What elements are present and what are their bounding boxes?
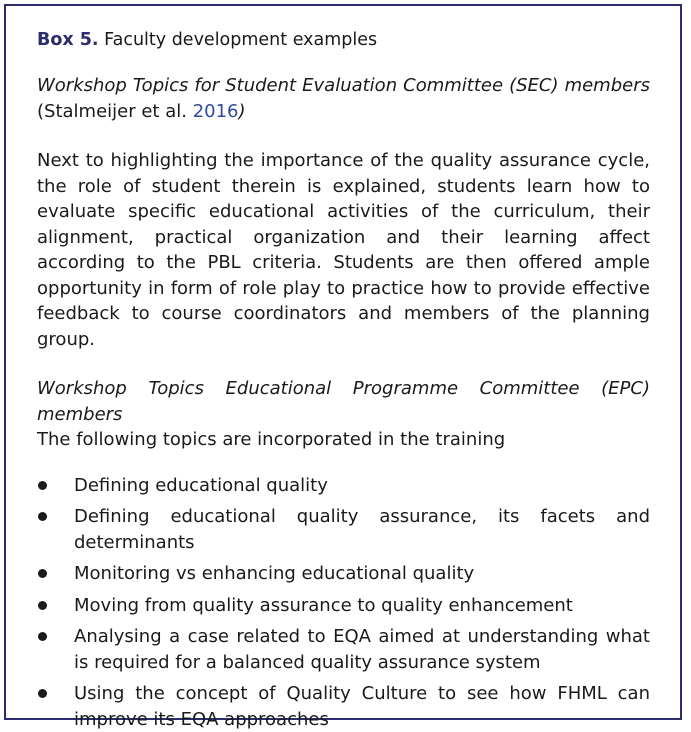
bullet-icon [38,601,47,610]
bullet-icon [38,632,47,641]
box-number-label: Box 5. [37,30,99,50]
list-item [37,561,650,587]
epc-heading: Workshop Topics Educational Programme Committee (EPC) members [37,376,650,427]
citation-year-link[interactable]: 2016 [193,101,239,122]
list-item-text: Using the concept of Quality Culture to see how FHML can improve its EQA approaches [74,683,650,730]
bullet-icon [38,689,47,698]
box-title [37,28,650,52]
list-item [37,504,650,555]
citation-authors: Stalmeijer et al. [44,101,193,122]
list-item-text: Defining educational quality [74,475,328,496]
list-item [37,473,650,499]
list-item-text: Analysing a case related to EQA aimed at understanding what is required for a balanced quality assurance system [74,626,650,673]
list-item-text: Monitoring vs enhancing educational quality [74,563,474,584]
list-item [37,593,650,619]
sec-heading-text: Workshop Topics for Student Evaluation Committee (SEC) members [37,75,650,96]
bullet-icon [38,481,47,490]
faculty-development-box [4,4,682,720]
list-item-text: Moving from quality assurance to quality enhancement [74,595,573,616]
citation-open: ( [37,101,44,122]
sec-paragraph: Next to highlighting the importance of the quality assurance cycle, the role of student therein is explained, students learn how to evaluate specific educational activities of the curriculum, their alignment, practical organization and their learning affect according to the PBL criteria. Students are then offered ample opportunity in form of role play to practice how to provide effective feedback to course coordinators and members of the planning group. [37,148,650,352]
list-item [37,624,650,675]
epc-intro: The following topics are incorporated in the training [37,427,650,453]
box-title-text: Faculty development examples [104,30,377,50]
sec-heading [37,73,650,124]
epc-topic-list [37,473,650,732]
citation-close: ) [239,101,246,122]
list-item-text: Defining educational quality assurance, its facets and determinants [74,506,650,553]
bullet-icon [38,512,47,521]
list-item [37,681,650,732]
bullet-icon [38,569,47,578]
